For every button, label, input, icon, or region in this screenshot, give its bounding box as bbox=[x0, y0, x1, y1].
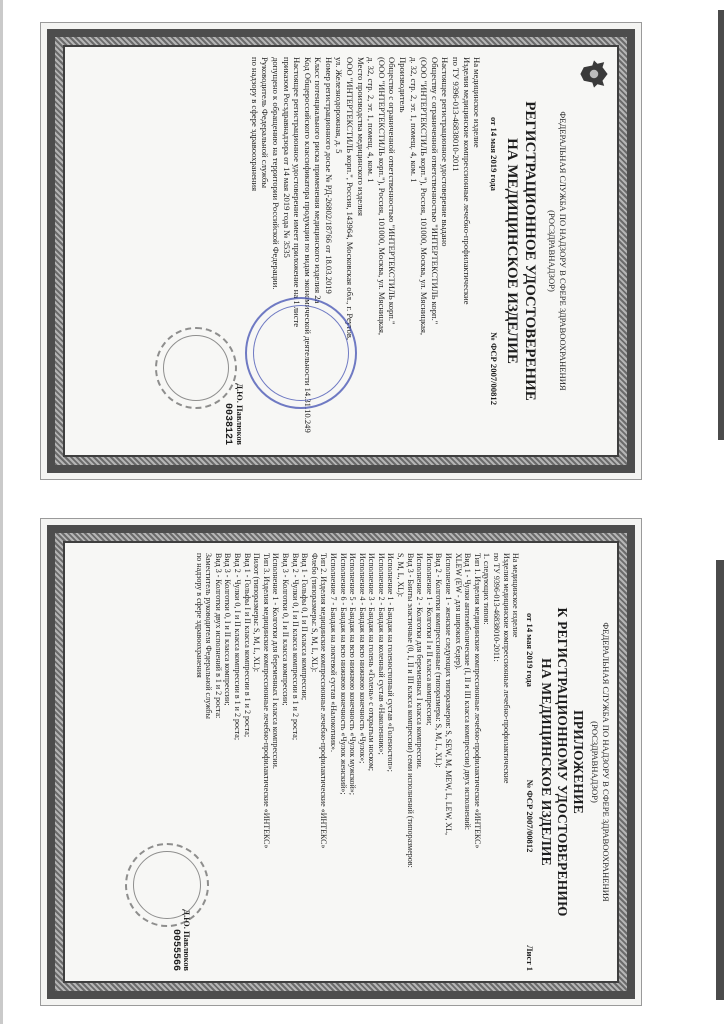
certificate-body-line: Место производства медицинского изделия bbox=[355, 57, 366, 216]
certificate-date-number bbox=[488, 117, 499, 405]
agency-name: ФЕДЕРАЛЬНАЯ СЛУЖБА ПО НАДЗОРУ В СФЕРЕ ЗДРАВООХРАНЕНИЯ bbox=[558, 111, 568, 391]
appendix-title-line3: НА МЕДИЦИНСКОЕ ИЗДЕЛИЕ bbox=[538, 658, 554, 866]
appendix-body-line: Флебо (типоразмеры: S, M, L, XL): bbox=[309, 553, 319, 673]
certificate-body-line: по надзору в сфере здравоохранения bbox=[249, 57, 260, 192]
scan-edge-right bbox=[718, 10, 724, 440]
appendix-body-line: Исполнение 1 - Колготки для беременных I класса компрессии. bbox=[271, 553, 281, 769]
scan-edge-right-lower bbox=[716, 560, 724, 1000]
certificate-date: от 14 мая 2019 года bbox=[488, 117, 499, 191]
appendix-serial: 0055566 bbox=[170, 928, 182, 971]
appendix-body-line: На медицинское изделие bbox=[511, 553, 521, 638]
certificate-inner bbox=[63, 45, 619, 457]
appendix-sheet bbox=[40, 518, 642, 1006]
certificate-body-line: д. 32, стр. 2, эт. 1, помещ. 4, ком. 1 bbox=[366, 57, 377, 183]
certificate-body-line: Руководитель Федеральной службы bbox=[260, 57, 271, 189]
certificate-body-line: по ТУ 9396-013-46838010-2011 bbox=[451, 57, 462, 172]
appendix-agency-abbr: (РОСЗДРАВНАДЗОР) bbox=[590, 721, 601, 803]
certificate-body-line: Обществу с ограниченной ответственностью "ИНТЕРТЕКСТИЛЬ корп." bbox=[429, 57, 440, 325]
agency-abbr: (РОСЗДРАВНАДЗОР) bbox=[547, 210, 558, 292]
appendix-body-line: Исполнение 6 - Бандаж на всю нижнюю конечность «Чулок женский»; bbox=[338, 553, 348, 795]
appendix-body-line: Тип 2. Изделия медицинские компрессионные лечебно-профилактические «ИНТЕКС» bbox=[319, 553, 329, 849]
certificate-body-line: На медицинское изделие bbox=[472, 57, 483, 148]
appendix-body-line: по ТУ 9396-013-46838010-2011: bbox=[492, 553, 502, 662]
certificate-body-line: (ООО "ИНТЕРТЕКСТИЛЬ корп."), Россия, 101000, Москва, ул. Мясницкая, bbox=[419, 57, 430, 336]
certificate-body-line: ул. Железнодорожная, д. 5 bbox=[334, 57, 345, 154]
appendix-body-line: Вид 2 - Колготки компрессионные (типоразмеры: S, M, L, XL): bbox=[434, 553, 444, 768]
appendix-agency bbox=[590, 553, 611, 971]
coat-of-arms-icon bbox=[577, 57, 611, 91]
certificate-body-line: Номер регистрационного досье № РД-26802/18766 от 18.03.2019 bbox=[323, 57, 334, 294]
appendix-agency-name: ФЕДЕРАЛЬНАЯ СЛУЖБА ПО НАДЗОРУ В СФЕРЕ ЗДРАВООХРАНЕНИЯ bbox=[601, 622, 611, 902]
appendix-body bbox=[194, 553, 520, 971]
appendix-body-line: XLEW (EW - для широких бедер). bbox=[453, 553, 463, 670]
agency-seal bbox=[155, 327, 237, 409]
certificate-signatory: Д.Ю. Павлюков bbox=[235, 383, 246, 445]
appendix-body-line: Тип 3. Изделия медицинские компрессионные лечебно-профилактические «ИНТЕКС» bbox=[261, 553, 271, 849]
appendix-body-line: по надзору в сфере здравоохранения bbox=[194, 553, 204, 678]
certificate-content bbox=[67, 49, 615, 453]
appendix-inner bbox=[63, 541, 619, 983]
appendix-body-line: Вид 2 - Чулки 0, I и II класса компрессии в 1 и 2 роста; bbox=[290, 553, 300, 741]
appendix-body-line: Вид 2 - Чулки 0, I и II класса компрессии в 1 и 2 роста; bbox=[233, 553, 242, 741]
appendix-body-line: Исполнение 3 - Бандаж на голень «Голень» с открытым носком; bbox=[367, 553, 377, 772]
certificate-body-line: Класс потенциального риска применения медицинского изделия 2а bbox=[313, 57, 324, 304]
appendix-body-line: Вид 3 - Колготки 0, I и II класса компрессии; bbox=[223, 553, 233, 706]
appendix-body-line: Исполнение 7 - Бандаж на локтевой сустав «Налокотник». bbox=[328, 553, 338, 752]
scan-edge-left bbox=[0, 0, 3, 1024]
certificate-body-line: Изделия медицинские компрессионные лечебно-профилактические bbox=[461, 57, 472, 305]
appendix-body-line: Исполнение 4 - Бандаж на всю нижнюю конечность «Чулок»; bbox=[357, 553, 367, 764]
appendix-body-line: Вид 1 - Гольфы 0, I и II класса компрессии; bbox=[300, 553, 310, 701]
certificate-sheet bbox=[40, 22, 642, 480]
certificate-body-line: ООО "ИНТЕРТЕКСТИЛЬ корп.", Россия, 143964, Московская обл., г. Реутов, bbox=[345, 57, 356, 341]
certificate-body-line: Настоящее регистрационное удостоверение выдано bbox=[440, 57, 451, 247]
appendix-body-line: Заместитель руководителя Федеральной службы bbox=[204, 553, 214, 719]
appendix-title bbox=[538, 553, 586, 971]
certificate-body-line: Код Общероссийского классификатора продукции по видам экономической деятельности 14.31.10.249 bbox=[302, 57, 313, 433]
appendix-title-line1: ПРИЛОЖЕНИЕ bbox=[570, 710, 586, 814]
certificate-body-line: д. 32, стр. 2, эт. 1, помещ. 4, ком. 1 bbox=[408, 57, 419, 183]
certificate-serial: 0038121 bbox=[221, 402, 233, 445]
certificate-title-line2: НА МЕДИЦИНСКОЕ ИЗДЕЛИЕ bbox=[503, 138, 520, 364]
appendix-body-line: Исполнение 1 - Бандаж на голеностопный сустав «Голеностоп»; bbox=[386, 553, 396, 772]
appendix-body-line: S, M, L, XL): bbox=[396, 553, 406, 597]
appendix-body-line: Исполнение 2 - Колготки для беременных I класса компрессии. bbox=[415, 553, 425, 769]
appendix-body-line: Вид 3 - Колготки двух исполнений в 1 и 2 роста: bbox=[213, 553, 223, 719]
appendix-body-line: Исполнение 5 - Бандаж на всю нижнюю конечность «Чулок мужской»; bbox=[348, 553, 358, 796]
appendix-date: от 14 мая 2019 года bbox=[524, 613, 535, 687]
certificate-body-line: допущено к обращению на территории Российской Федерации. bbox=[270, 57, 281, 290]
certificate-body-line: Общество с ограниченной ответственностью "ИНТЕРТЕКСТИЛЬ корп." bbox=[387, 57, 398, 325]
appendix-number: № ФСР 2007/00812 bbox=[524, 779, 535, 853]
certificate-number: № ФСР 2007/00812 bbox=[488, 332, 499, 405]
certificate-body-line: (ООО "ИНТЕРТЕКСТИЛЬ корп."), Россия, 101000, Москва, ул. Мясницкая, bbox=[376, 57, 387, 336]
certificate-footer bbox=[235, 57, 246, 445]
appendix-body-line: Вид 1 - Чулки антиэмболические (I, II и III класса компрессии) двух исполнений: bbox=[463, 553, 473, 831]
appendix-body-line: Вид 3 - Бинты эластичные (0, I, II и III класса компрессии) семи исполнений (типоразмеров: bbox=[405, 553, 415, 868]
appendix-body-line: Вид 3 - Колготки 0, I и II класса компрессии; bbox=[280, 553, 290, 706]
appendix-agency-seal bbox=[125, 843, 209, 927]
certificate-agency bbox=[547, 57, 568, 445]
appendix-body-line: Тип 1. Изделия медицинские компрессионные лечебно-профилактические «ИНТЕКС» bbox=[472, 553, 482, 849]
certificate-title-line1: РЕГИСТРАЦИОННОЕ УДОСТОВЕРЕНИЕ bbox=[521, 101, 538, 401]
certificate-body-line: Производитель bbox=[398, 57, 409, 113]
certificate-body-line: приказом Росздравнадзора от 14 мая 2019 года № 3535 bbox=[281, 57, 292, 258]
certificate-title bbox=[503, 57, 539, 445]
appendix-body-line: Исполнение 2 - Бандаж на коленный сустав «Наколенник»; bbox=[376, 553, 386, 755]
appendix-body-line: Исполнение 1 - женские следующих типоразмеров: S, SEW, M, MEW, L, LEW, XL, bbox=[444, 553, 454, 836]
appendix-date-number bbox=[524, 613, 535, 971]
appendix-body-line: Исполнение 1 - Колготки I и II класса компрессии; bbox=[424, 553, 434, 726]
certificate-body-line: Настоящее регистрационное удостоверение имеет приложение на 1 листе bbox=[292, 57, 303, 328]
appendix-body-line: 1. следующих типов: bbox=[482, 553, 492, 625]
appendix-body-line: Изделия медицинские компрессионные лечебно-профилактические bbox=[501, 553, 511, 784]
appendix-sheet-number: Лист 1 bbox=[524, 945, 535, 971]
appendix-signatory: Д.Ю. Павлюков bbox=[182, 909, 193, 971]
appendix-body-line: Вид 1 - Гольфы I и II класса компрессии в 1 и 2 роста; bbox=[242, 553, 252, 738]
appendix-body-line: Пилот (типоразмеры: S, M, L, XL): bbox=[252, 553, 262, 672]
appendix-title-line2: К РЕГИСТРАЦИОННОМУ УДОСТОВЕРЕНИЮ bbox=[554, 607, 570, 917]
blue-company-stamp bbox=[245, 297, 357, 409]
